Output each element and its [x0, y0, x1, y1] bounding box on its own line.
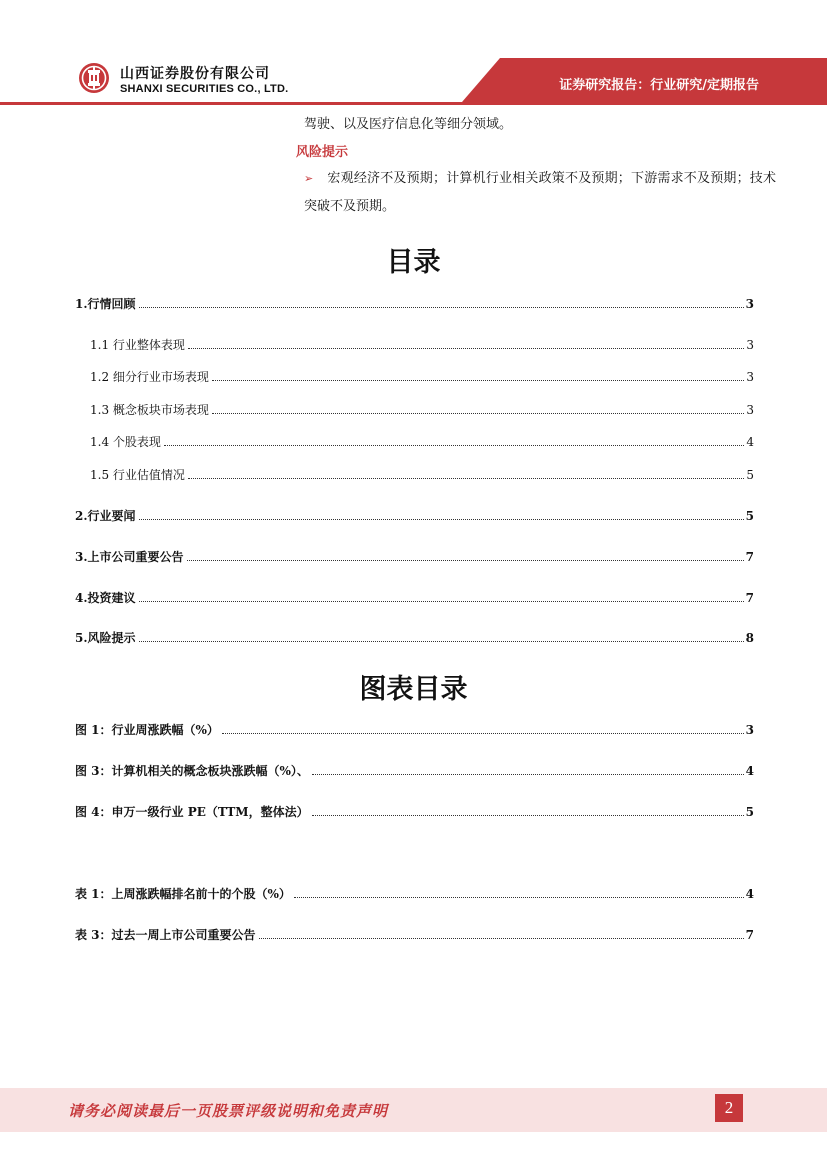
figure-entry-page: 4: [745, 764, 754, 778]
toc-entry[interactable]: [90, 368, 754, 384]
page-header: [0, 0, 827, 108]
toc-leader: [139, 306, 744, 308]
toc-entry-page: 5: [745, 509, 754, 523]
risk-title: 风险提示: [296, 145, 349, 160]
toc-entry-label: 3.上市公司重要公告: [75, 550, 184, 564]
report-type: 证券研究报告：行业研究/定期报告: [559, 78, 759, 93]
figure-entry-label: 图 1：行业周涨跌幅（%）: [75, 723, 219, 737]
toc-entry-page: 8: [745, 631, 754, 645]
company-name-en: SHANXI SECURITIES CO., LTD.: [120, 83, 289, 95]
table-entry-label: 表 3：过去一周上市公司重要公告: [75, 928, 256, 942]
figure-entry[interactable]: [75, 762, 754, 778]
toc-entry-label: 1.2 细分行业市场表现: [90, 370, 209, 384]
toc-entry-label: 1.1 行业整体表现: [90, 338, 185, 352]
toc-leader: [312, 773, 744, 775]
toc-leader: [222, 732, 744, 734]
table-entry[interactable]: [75, 926, 754, 942]
table-entry[interactable]: [75, 885, 754, 901]
table-entry-page: 7: [745, 928, 754, 942]
toc-entry-page: 4: [746, 435, 754, 449]
toc-leader: [164, 444, 744, 446]
continued-paragraph: 驾驶、以及医疗信息化等细分领域。: [304, 117, 513, 132]
toc-entry[interactable]: [75, 295, 754, 311]
toc-entry[interactable]: [90, 336, 754, 352]
toc-entry-label: 1.3 概念板块市场表现: [90, 403, 209, 417]
toc-entry[interactable]: [90, 401, 754, 417]
page-number: 2: [715, 1094, 743, 1122]
toc-entry-page: 7: [745, 550, 754, 564]
toc-leader: [188, 477, 744, 479]
risk-paragraph: [304, 165, 776, 221]
toc-entry-label: 1.4 个股表现: [90, 435, 161, 449]
figure-entry[interactable]: [75, 803, 754, 819]
toc-entry-label: 5.风险提示: [75, 631, 136, 645]
company-logo-icon: [78, 62, 110, 94]
toc-leader: [259, 937, 744, 939]
company-name-cn: 山西证券股份有限公司: [120, 66, 270, 82]
toc-entry-label: 2.行业要闻: [75, 509, 136, 523]
risk-text: 宏观经济不及预期；计算机行业相关政策不及预期；下游需求不及预期；技术突破不及预期。: [304, 171, 776, 214]
figure-entry[interactable]: [75, 721, 754, 737]
toc-entry[interactable]: [75, 548, 754, 564]
arrow-bullet-icon: ➢: [304, 172, 314, 185]
toc-entry-page: 3: [746, 403, 754, 417]
table-entry-page: 4: [745, 887, 754, 901]
toc-entry-label: 4.投资建议: [75, 591, 136, 605]
toc-entry-page: 3: [746, 370, 754, 384]
toc-entry-page: 3: [745, 297, 754, 311]
figure-entry-label: 图 4：申万一级行业 PE（TTM，整体法）: [75, 805, 309, 819]
toc-leader: [187, 559, 744, 561]
toc-entry[interactable]: [75, 629, 754, 645]
toc-leader: [139, 518, 744, 520]
toc-leader: [212, 412, 744, 414]
page-footer: [0, 1088, 827, 1132]
figure-entry-page: 3: [745, 723, 754, 737]
toc-leader: [294, 896, 744, 898]
toc-entry-page: 7: [745, 591, 754, 605]
disclaimer-notice: 请务必阅读最后一页股票评级说明和免责声明: [68, 1102, 389, 1120]
toc-entry-label: 1.行情回顾: [75, 297, 136, 311]
toc-title: 目录: [386, 247, 441, 278]
figure-entry-label: 图 3：计算机相关的概念板块涨跌幅（%）、: [75, 764, 309, 778]
toc-entry[interactable]: [75, 589, 754, 605]
toc-entry-page: 3: [746, 338, 754, 352]
toc-entry-page: 5: [746, 468, 754, 482]
figure-entry-page: 5: [745, 805, 754, 819]
toc-entry[interactable]: [90, 466, 754, 482]
figures-title: 图表目录: [359, 674, 468, 705]
toc-leader: [312, 814, 744, 816]
toc-entry-label: 1.5 行业估值情况: [90, 468, 185, 482]
toc-leader: [139, 640, 744, 642]
toc-entry[interactable]: [75, 507, 754, 523]
toc-entry[interactable]: [90, 433, 754, 449]
toc-leader: [212, 379, 744, 381]
toc-leader: [139, 600, 744, 602]
table-entry-label: 表 1：上周涨跌幅排名前十的个股（%）: [75, 887, 291, 901]
toc-leader: [188, 347, 744, 349]
header-divider: [0, 102, 827, 105]
